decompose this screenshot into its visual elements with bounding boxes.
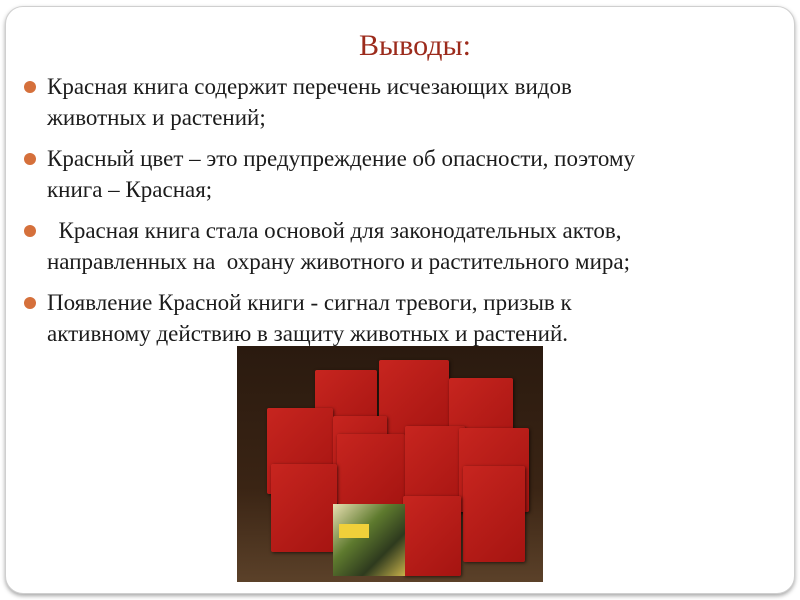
bullet-text: Красный цвет – это предупреждение об опасности, поэтому книга – Красная; — [47, 146, 636, 202]
red-books-photo — [237, 346, 543, 582]
list-item — [20, 215, 780, 277]
bullet-dot-icon — [24, 225, 36, 237]
book-image — [463, 466, 525, 562]
nature-book-image — [333, 504, 405, 576]
bullet-text: Красная книга стала основой для законодательных актов, направленных на охрану животного и растительного мира; — [47, 218, 631, 274]
bullet-dot-icon — [24, 81, 36, 93]
bullet-dot-icon — [24, 153, 36, 165]
bullet-text: Появление Красной книги - сигнал тревоги, призыв к активному действию в защиту животных и растений. — [47, 290, 572, 346]
book-image — [403, 496, 461, 576]
bullet-dot-icon — [24, 297, 36, 309]
book-label-icon — [339, 524, 369, 538]
list-item — [20, 287, 780, 349]
list-item — [20, 143, 780, 205]
bullet-text: Красная книга содержит перечень исчезающих видов животных и растений; — [47, 74, 572, 130]
book-image — [337, 434, 405, 504]
list-item — [20, 71, 780, 133]
book-image — [271, 464, 337, 552]
bullet-list — [20, 71, 780, 359]
slide — [5, 6, 795, 594]
slide-title: Выводы: — [358, 29, 472, 62]
